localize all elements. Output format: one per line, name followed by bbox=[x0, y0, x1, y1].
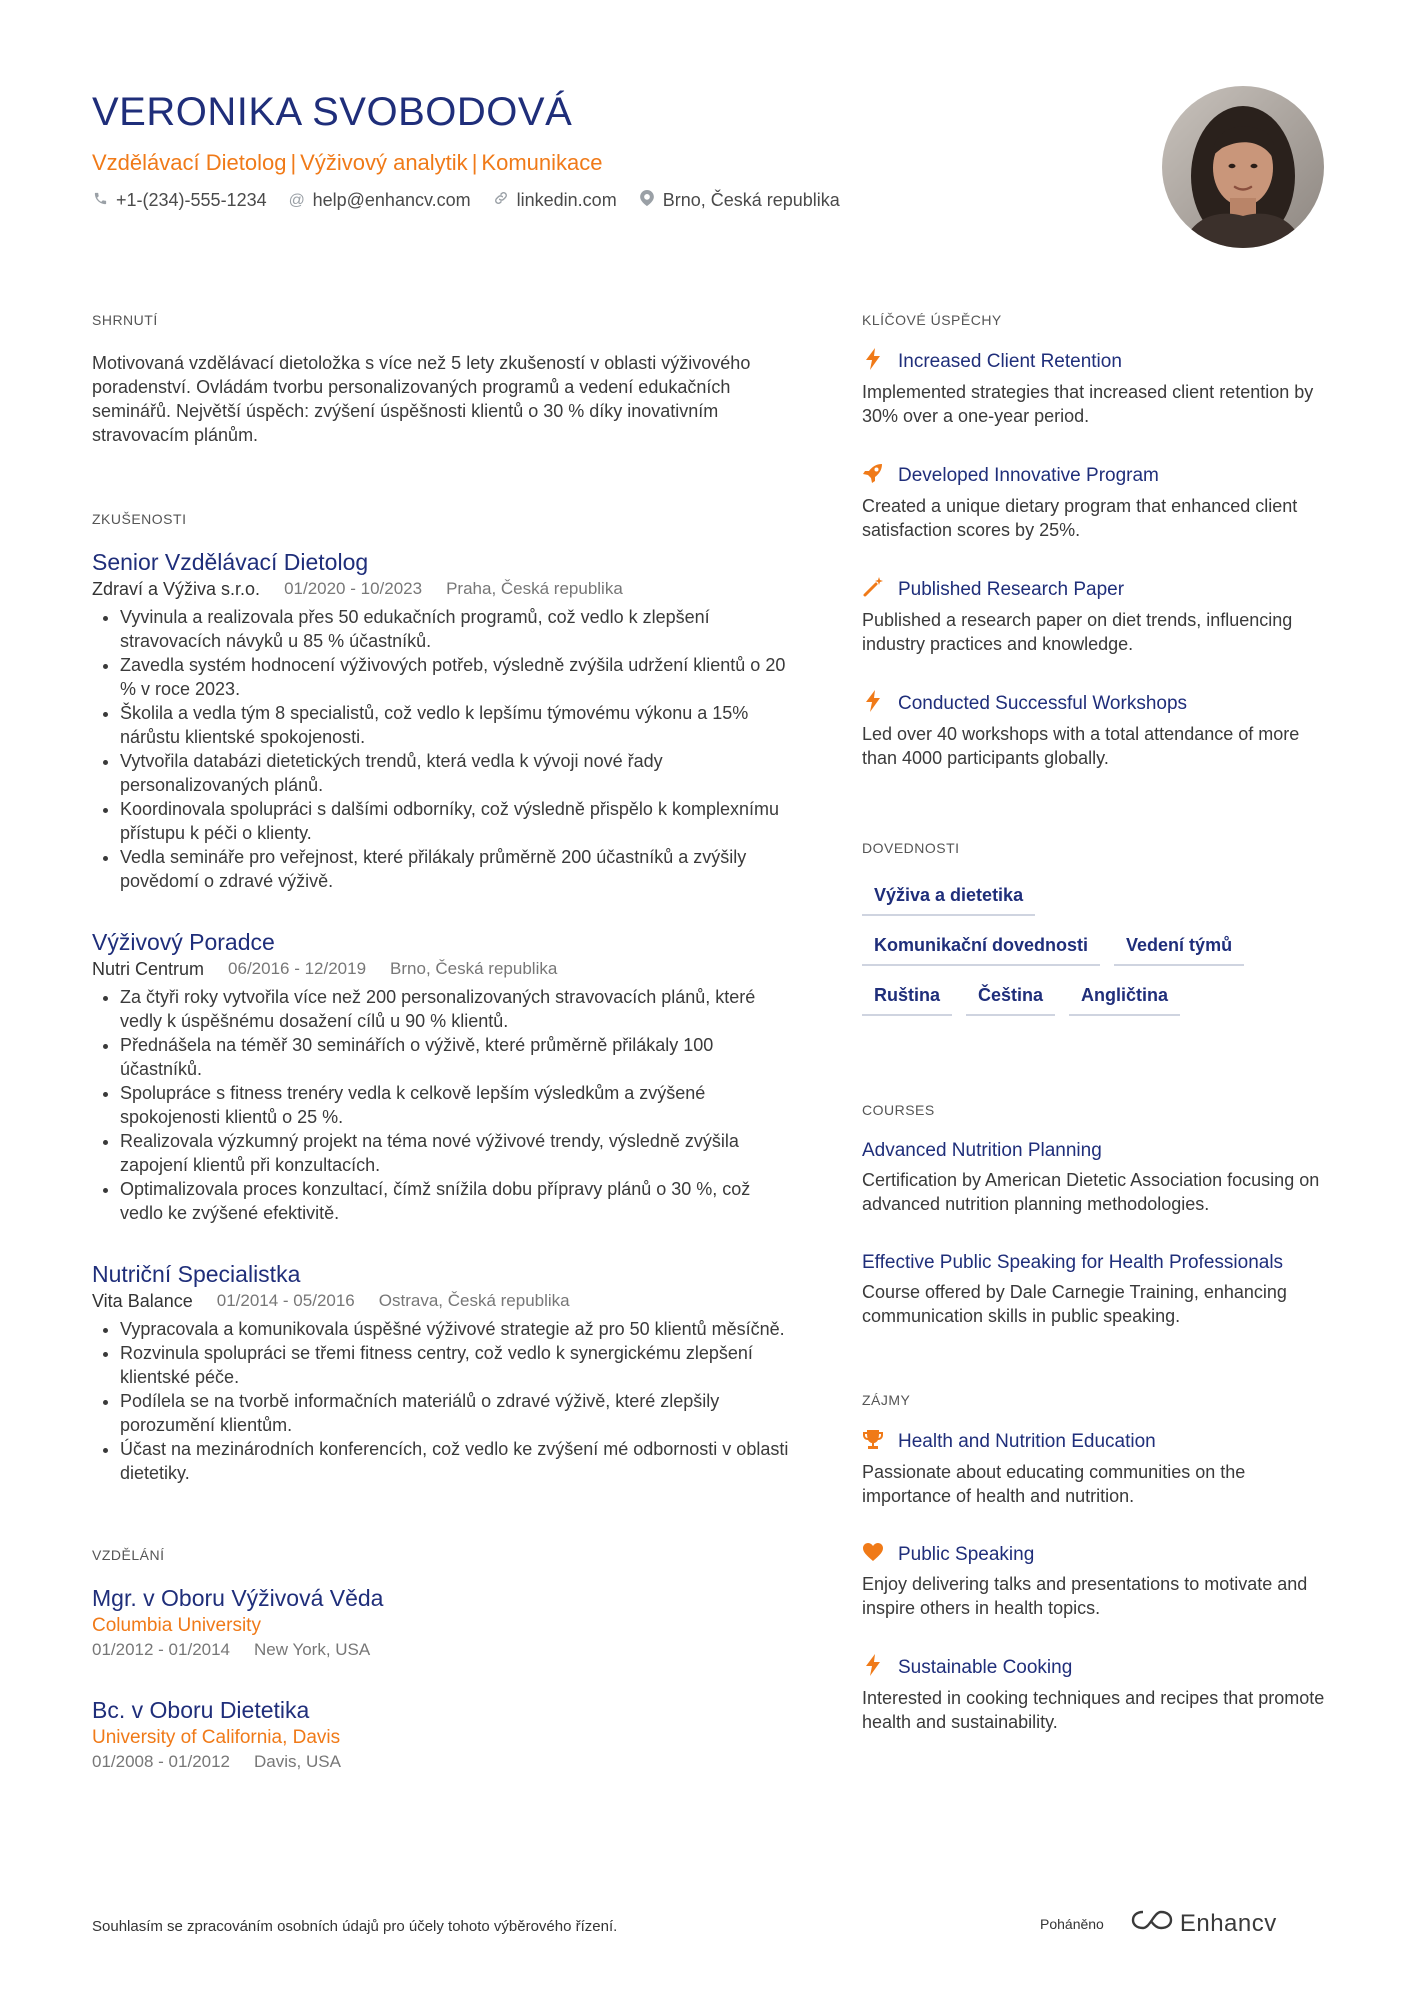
bolt-icon bbox=[862, 1654, 884, 1682]
job-bullet: • Vedla semináře pro veřejnost, které přilákaly průměrně 200 účastníků a zvýšily povědomí o zdravé výživě. bbox=[120, 845, 792, 893]
job-bullet: • Realizovala výzkumný projekt na téma nové výživové trendy, výsledně zvýšila zapojení klientů při konzultacích. bbox=[120, 1129, 792, 1177]
contact-linkedin[interactable] bbox=[493, 190, 617, 211]
footer-branding bbox=[1040, 1908, 1277, 1939]
course-title: Advanced Nutrition Planning bbox=[862, 1140, 1102, 1161]
heart-icon bbox=[862, 1542, 884, 1568]
interest-desc: Passionate about educating communities on the importance of health and nutrition. bbox=[862, 1462, 1246, 1506]
phone-icon bbox=[92, 191, 108, 211]
subtitle-separator: | bbox=[471, 150, 478, 175]
linkedin-text: linkedin.com bbox=[516, 190, 617, 210]
achievement-desc: Implemented strategies that increased client retention by 30% over a one-year period. bbox=[862, 382, 1314, 426]
contact-email[interactable] bbox=[289, 190, 471, 211]
achievement-item bbox=[862, 576, 1332, 656]
brand-logo[interactable] bbox=[1130, 1908, 1277, 1939]
course-item bbox=[862, 1250, 1332, 1328]
experience-section bbox=[92, 509, 792, 1485]
course-item bbox=[862, 1138, 1332, 1216]
job-bullet: • Vytvořila databázi dietetických trendů, která vedla k vývoji nové řady personalizovaných plánů. bbox=[120, 749, 792, 797]
course-desc: Course offered by Dale Carnegie Training, enhancing communication skills in public speaking. bbox=[862, 1282, 1287, 1326]
interest-item bbox=[862, 1542, 1332, 1620]
job-bullet: • Školila a vedla tým 8 specialistů, což vedlo k lepšímu týmovému výkonu a 15% nárůstu klientské spokojenosti. bbox=[120, 701, 792, 749]
job-bullet: • Za čtyři roky vytvořila více než 200 personalizovaných stravovacích plánů, které vedly k úspěšnému dosažení cílů u 90 % klientů. bbox=[120, 985, 792, 1033]
location-text: Brno, Česká republika bbox=[662, 190, 840, 210]
achievement-desc: Led over 40 workshops with a total attendance of more than 4000 participants globally. bbox=[862, 724, 1300, 768]
achievement-desc: Published a research paper on diet trends, influencing industry practices and knowledge. bbox=[862, 610, 1293, 654]
education-school: University of California, Davis bbox=[92, 1727, 341, 1748]
achievement-title: Developed Innovative Program bbox=[898, 465, 1159, 486]
bolt-icon bbox=[862, 690, 884, 718]
education-dates: 01/2012 - 01/2014 bbox=[92, 1640, 231, 1659]
skills-list bbox=[862, 876, 1332, 1016]
job-bullet: • Vyvinula a realizovala přes 50 edukačních programů, což vedlo k zlepšení stravovacích návyků u 85 % účastníků. bbox=[120, 605, 792, 653]
education-location: Davis, USA bbox=[254, 1752, 341, 1771]
section-title: ZKUŠENOSTI bbox=[92, 511, 187, 527]
candidate-subtitle bbox=[92, 148, 1152, 178]
bolt-icon bbox=[862, 348, 884, 376]
job-dates: 06/2016 - 12/2019 bbox=[228, 959, 367, 978]
job-bullet: • Přednášela na téměř 30 seminářích o výživě, které průměrně přilákaly 100 účastníků. bbox=[120, 1033, 792, 1081]
achievement-item bbox=[862, 462, 1332, 542]
job-meta bbox=[92, 1289, 792, 1313]
job-entry bbox=[92, 547, 792, 893]
section-title: KLÍČOVÉ ÚSPĚCHY bbox=[862, 312, 1002, 328]
interest-title: Health and Nutrition Education bbox=[898, 1431, 1156, 1452]
consent-text: Souhlasím se zpracováním osobních údajů pro účely tohoto výběrového řízení. bbox=[92, 1918, 618, 1935]
job-company: Zdraví a Výživa s.r.o. bbox=[92, 579, 261, 599]
interest-item bbox=[862, 1428, 1332, 1508]
job-company: Vita Balance bbox=[92, 1291, 193, 1311]
job-title: Senior Vzdělávací Dietolog bbox=[92, 549, 369, 575]
subtitle-role-3: Komunikace bbox=[481, 150, 603, 175]
job-location: Praha, Česká republika bbox=[446, 579, 623, 598]
education-degree: Bc. v Oboru Dietetika bbox=[92, 1697, 310, 1723]
education-meta bbox=[92, 1751, 792, 1773]
job-bullets bbox=[92, 985, 792, 1225]
job-dates: 01/2020 - 10/2023 bbox=[284, 579, 423, 598]
education-degree: Mgr. v Oboru Výživová Věda bbox=[92, 1585, 384, 1611]
interest-desc: Enjoy delivering talks and presentations to motivate and inspire others in health topics. bbox=[862, 1574, 1308, 1618]
job-bullet: • Podílela se na tvorbě informačních materiálů o zdravé výživě, které zlepšily porozumění klientům. bbox=[120, 1389, 792, 1437]
skill-tag: Čeština bbox=[966, 976, 1055, 1016]
education-section bbox=[92, 1545, 792, 1773]
education-entry bbox=[92, 1583, 792, 1661]
job-title: Nutriční Specialistka bbox=[92, 1261, 301, 1287]
interest-item bbox=[862, 1654, 1332, 1734]
summary-text: Motivovaná vzdělávací dietoložka s více než 5 lety zkušeností v oblasti výživového poradenství. Ovládám tvorbu personalizovaných programů a vedení edukačních seminářů. Největší úspěch: zvýšení úspěšnosti klientů o 30 % díky inovativním stravovacím plánům. bbox=[92, 353, 751, 445]
rocket-icon bbox=[862, 462, 884, 490]
subtitle-role-1: Vzdělávací Dietolog bbox=[92, 150, 287, 175]
link-icon bbox=[493, 190, 509, 211]
job-location: Ostrava, Česká republika bbox=[378, 1291, 570, 1310]
achievement-item bbox=[862, 348, 1332, 428]
job-title: Výživový Poradce bbox=[92, 929, 275, 955]
magic-wand-icon bbox=[862, 576, 884, 604]
profile-photo bbox=[1162, 86, 1324, 248]
section-title: VZDĚLÁNÍ bbox=[92, 1547, 165, 1563]
achievement-title: Increased Client Retention bbox=[898, 351, 1122, 372]
job-bullet: • Optimalizovala proces konzultací, čímž snížila dobu přípravy plánů o 30 %, což vedlo ke zvýšené efektivitě. bbox=[120, 1177, 792, 1225]
job-bullet: • Rozvinula spolupráci se třemi fitness centry, což vedlo k synergickému zlepšení klientské péče. bbox=[120, 1341, 792, 1389]
summary-section bbox=[92, 310, 792, 447]
enhancv-logo-icon bbox=[1130, 1908, 1174, 1939]
job-bullet: • Spolupráce s fitness trenéry vedla k celkově lepším výsledkům a zvýšené spokojenosti klientů o 25 %. bbox=[120, 1081, 792, 1129]
subtitle-separator: | bbox=[290, 150, 297, 175]
skill-tag: Ruština bbox=[862, 976, 952, 1016]
education-meta bbox=[92, 1639, 792, 1661]
interest-title: Sustainable Cooking bbox=[898, 1657, 1073, 1678]
skill-tag: Výživa a dietetika bbox=[862, 876, 1035, 916]
job-bullet: • Vypracovala a komunikovala úspěšné výživové strategie až pro 50 klientů měsíčně. bbox=[120, 1317, 792, 1341]
job-meta bbox=[92, 957, 792, 981]
job-bullets bbox=[92, 605, 792, 893]
phone-text: +1-(234)-555-1234 bbox=[116, 190, 267, 210]
job-company: Nutri Centrum bbox=[92, 959, 205, 979]
skills-section bbox=[862, 838, 1332, 1016]
job-entry bbox=[92, 927, 792, 1225]
course-desc: Certification by American Dietetic Association focusing on advanced nutrition planning methodologies. bbox=[862, 1170, 1320, 1214]
left-column bbox=[92, 310, 792, 1773]
job-bullet: • Účast na mezinárodních konferencích, což vedlo ke zvýšení mé odbornosti v oblasti dietetiky. bbox=[120, 1437, 792, 1485]
contact-phone[interactable] bbox=[92, 190, 267, 211]
job-location: Brno, Česká republika bbox=[390, 959, 558, 978]
education-entry bbox=[92, 1695, 792, 1773]
achievement-title: Published Research Paper bbox=[898, 579, 1125, 600]
achievements-section bbox=[862, 310, 1332, 770]
email-text: help@enhancv.com bbox=[312, 190, 471, 210]
candidate-name: VERONIKA SVOBODOVÁ bbox=[92, 90, 573, 134]
course-title: Effective Public Speaking for Health Professionals bbox=[862, 1252, 1284, 1273]
right-column bbox=[862, 310, 1332, 1734]
education-dates: 01/2008 - 01/2012 bbox=[92, 1752, 231, 1771]
job-bullet: • Koordinovala spolupráci s dalšími odborníky, což výsledně přispělo k komplexnímu přístupu k péči o klienty. bbox=[120, 797, 792, 845]
brand-name: Enhancv bbox=[1179, 1909, 1277, 1937]
section-title: SHRNUTÍ bbox=[92, 312, 158, 328]
subtitle-role-2: Výživový analytik bbox=[300, 150, 468, 175]
job-bullets bbox=[92, 1317, 792, 1485]
job-dates: 01/2014 - 05/2016 bbox=[216, 1291, 355, 1310]
skill-tag: Angličtina bbox=[1069, 976, 1180, 1016]
job-bullet: • Zavedla systém hodnocení výživových potřeb, výsledně zvýšila udržení klientů o 20 % v roce 2023. bbox=[120, 653, 792, 701]
achievement-desc: Created a unique dietary program that enhanced client satisfaction scores by 25%. bbox=[862, 496, 1298, 540]
map-pin-icon bbox=[639, 190, 655, 211]
section-title: DOVEDNOSTI bbox=[862, 840, 960, 856]
skill-tag: Komunikační dovednosti bbox=[862, 926, 1100, 966]
trophy-icon bbox=[862, 1428, 884, 1456]
job-meta bbox=[92, 577, 792, 601]
interests-section bbox=[862, 1390, 1332, 1734]
powered-by-label: Poháněno bbox=[1040, 1915, 1104, 1932]
achievement-title: Conducted Successful Workshops bbox=[898, 693, 1188, 714]
education-school: Columbia University bbox=[92, 1615, 261, 1636]
interest-title: Public Speaking bbox=[898, 1544, 1035, 1565]
contact-location bbox=[639, 190, 840, 211]
section-title: ZÁJMY bbox=[862, 1392, 911, 1408]
interest-desc: Interested in cooking techniques and recipes that promote health and sustainability. bbox=[862, 1688, 1325, 1732]
resume-header bbox=[92, 86, 1152, 211]
courses-section bbox=[862, 1100, 1332, 1328]
contact-bar bbox=[92, 190, 1152, 211]
section-title: COURSES bbox=[862, 1102, 935, 1118]
achievement-item bbox=[862, 690, 1332, 770]
education-location: New York, USA bbox=[254, 1640, 371, 1659]
job-entry bbox=[92, 1259, 792, 1485]
skill-tag: Vedení týmů bbox=[1114, 926, 1244, 966]
at-icon: @ bbox=[288, 191, 305, 209]
